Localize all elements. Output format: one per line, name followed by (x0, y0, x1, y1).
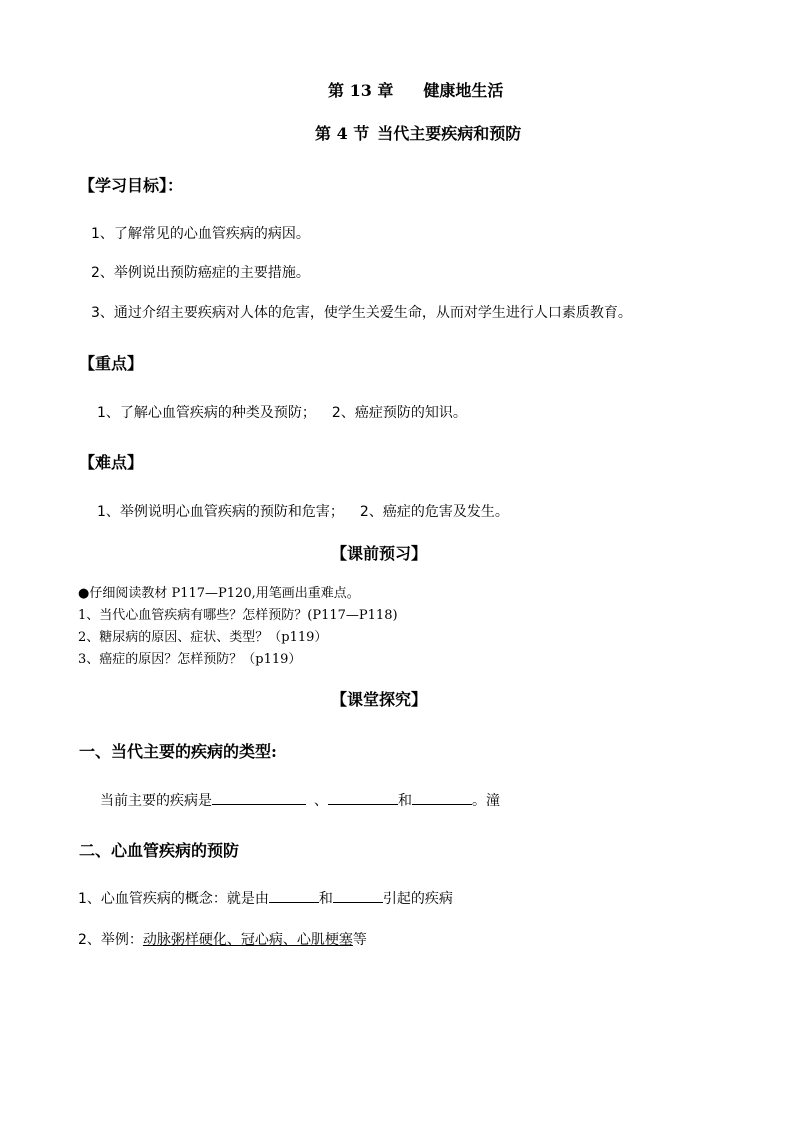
blank-field[interactable] (412, 790, 472, 805)
conjunction: 和 (318, 891, 333, 907)
part2-title: 二、心血管疾病的预防 (79, 841, 240, 860)
fill-in-text: 当前主要的疾病是 (100, 793, 212, 809)
key-points-heading: 【重点】 (79, 354, 144, 373)
example-line (78, 929, 367, 949)
objective-item: 2、举例说出预防癌症的主要措施。 (91, 265, 310, 281)
preview-line: 1、当代心血管疾病有哪些？怎样预防？(P117—P118) (78, 608, 398, 623)
stray-char: 潼 (486, 793, 500, 809)
section-title (315, 121, 521, 144)
preview-line: 2、糖尿病的原因、症状、类型？（p119） (78, 630, 328, 645)
key-points-line (97, 402, 467, 422)
concept-text: 1、心血管疾病的概念：就是由 (78, 891, 269, 907)
difficulty-item: 2、癌症的危害及发生。 (359, 504, 509, 520)
section-number: 第 4 节 (315, 124, 370, 143)
conjunction: 和 (398, 793, 412, 809)
difficulty-item: 1、举例说明心血管疾病的预防和危害； (97, 504, 344, 520)
chapter-name: 健康地生活 (423, 81, 504, 100)
objectives-heading: 【学习目标】： (79, 176, 184, 195)
inquiry-heading: 【课堂探究】 (331, 690, 428, 709)
difficulties-heading: 【难点】 (79, 453, 144, 472)
concept-line (78, 888, 453, 908)
preview-line: 3、癌症的原因？怎样预防？（p119） (78, 652, 302, 667)
example-label: 2、举例： (78, 932, 143, 948)
chapter-number: 第 13 章 (328, 81, 394, 100)
section-name: 当代主要疾病和预防 (377, 124, 522, 143)
concept-end: 引起的疾病 (382, 891, 453, 907)
objective-item: 3、通过介绍主要疾病对人体的危害，使学生关爱生命，从而对学生进行人口素质教育。 (91, 305, 632, 321)
separator: 、 (314, 793, 328, 809)
preview-line: ●仔细阅读教材 P117—P120,用笔画出重难点。 (78, 586, 360, 601)
part1-title: 一、当代主要的疾病的类型: (79, 742, 277, 761)
blank-field[interactable] (333, 888, 383, 903)
example-text: 动脉粥样硬化、冠心病、心肌梗塞 (142, 932, 353, 948)
key-point-item: 2、癌症预防的知识。 (331, 405, 467, 421)
period: 。 (472, 793, 486, 809)
chapter-title (328, 78, 503, 101)
fill-in-line (100, 790, 500, 810)
blank-field[interactable] (212, 790, 306, 805)
difficulties-line (97, 501, 509, 521)
key-point-item: 1、了解心血管疾病的种类及预防； (97, 405, 316, 421)
blank-field[interactable] (269, 888, 319, 903)
blank-field[interactable] (328, 790, 398, 805)
example-end: 等 (352, 932, 367, 948)
objective-item: 1、了解常见的心血管疾病的病因。 (91, 226, 310, 242)
preview-heading: 【课前预习】 (331, 544, 428, 563)
